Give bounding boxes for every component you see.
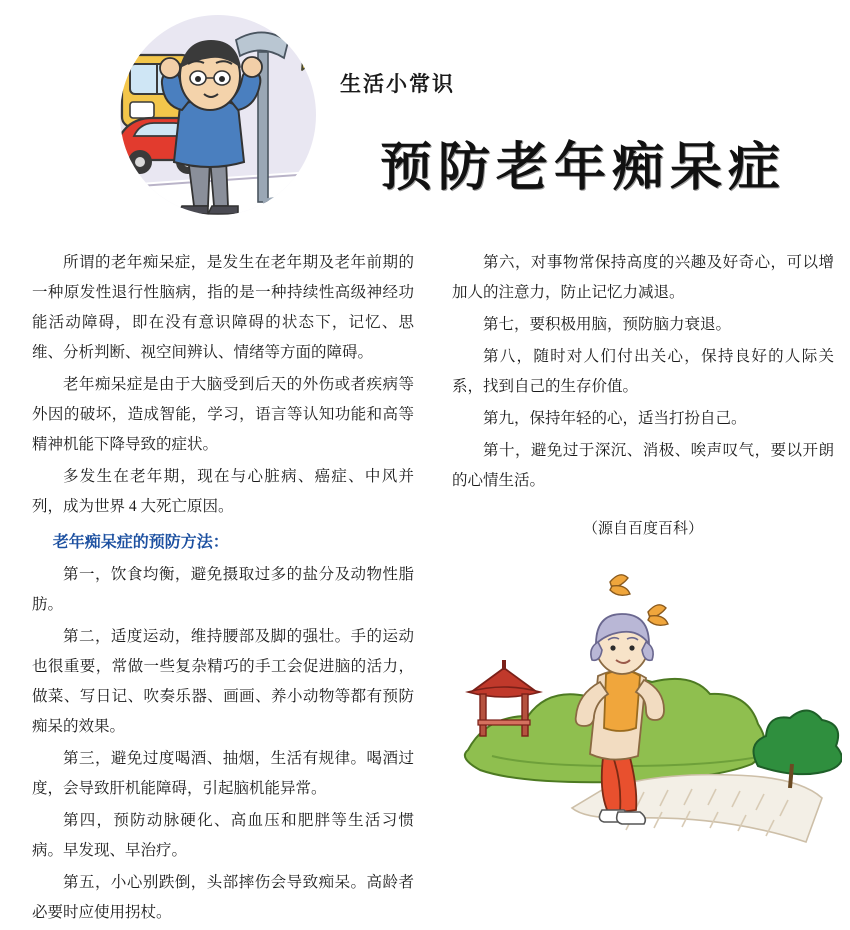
paragraph: 所谓的老年痴呆症，是发生在老年期及老年前期的一种原发性退行性脑病，指的是一种持续性高级神经功能活动障碍，即在没有意识障碍的状态下，记忆、思维、分析判断、视空间辨认、情绪等方面的障碍。 xyxy=(32,254,414,361)
butterfly xyxy=(648,605,668,626)
method-item: 第二，适度运动，维持腰部及脚的强壮。手的运动也很重要，常做一些复杂精巧的手工会促进脑的活力，做菜、写日记、吹奏乐器、画画、养小动物等都有预防痴呆的效果。 xyxy=(32,628,414,735)
method-item: 第九，保持年轻的心，适当打扮自己。 xyxy=(483,410,747,427)
butterfly xyxy=(610,575,630,596)
bush xyxy=(754,710,842,788)
source-credit: （源自百度百科） xyxy=(582,521,703,537)
method-item: 第十，避免过于深沉、消极、唉声叹气，要以开朗的心情生活。 xyxy=(452,442,834,489)
left-column xyxy=(32,248,414,930)
pavilion xyxy=(468,660,540,736)
method-item: 第六，对事物常保持高度的兴趣及好奇心，可以增加人的注意力，防止记忆力减退。 xyxy=(452,254,834,301)
method-item: 第七，要积极用脑，预防脑力衰退。 xyxy=(483,316,732,333)
method-item: 第八，随时对人们付出关心，保持良好的人际关系，找到自己的生存价值。 xyxy=(452,348,834,395)
section-subheading: 老年痴呆症的预防方法： xyxy=(52,534,229,551)
poster-header xyxy=(0,0,850,240)
paragraph: 老年痴呆症是由于大脑受到后天的外伤或者疾病等外因的破坏，造成智能，学习，语言等认知功能和高等精神机能下降导致的症状。 xyxy=(32,376,414,453)
man-with-headache-traffic-illustration xyxy=(110,10,370,235)
elderly-woman-jogging-park-illustration xyxy=(452,560,842,850)
method-item: 第三，避免过度喝酒、抽烟，生活有规律。喝酒过度，会导致肝机能障碍，引起脑机能异常。 xyxy=(32,750,414,797)
paragraph: 多发生在老年期，现在与心脏病、癌症、中风并列，成为世界 4 大死亡原因。 xyxy=(32,468,414,515)
right-column xyxy=(452,248,834,559)
method-item: 第一，饮食均衡，避免摄取过多的盐分及动物性脂肪。 xyxy=(32,566,414,613)
method-item: 第四，预防动脉硬化、高血压和肥胖等生活习惯病。早发现、早治疗。 xyxy=(32,812,414,859)
page-title: 预防老年痴呆症 xyxy=(380,137,787,198)
kicker-text: 生活小常识 xyxy=(340,73,455,96)
method-item: 第五，小心别跌倒，头部摔伤会导致痴呆。高龄者必要时应使用拐杖。 xyxy=(32,874,414,921)
